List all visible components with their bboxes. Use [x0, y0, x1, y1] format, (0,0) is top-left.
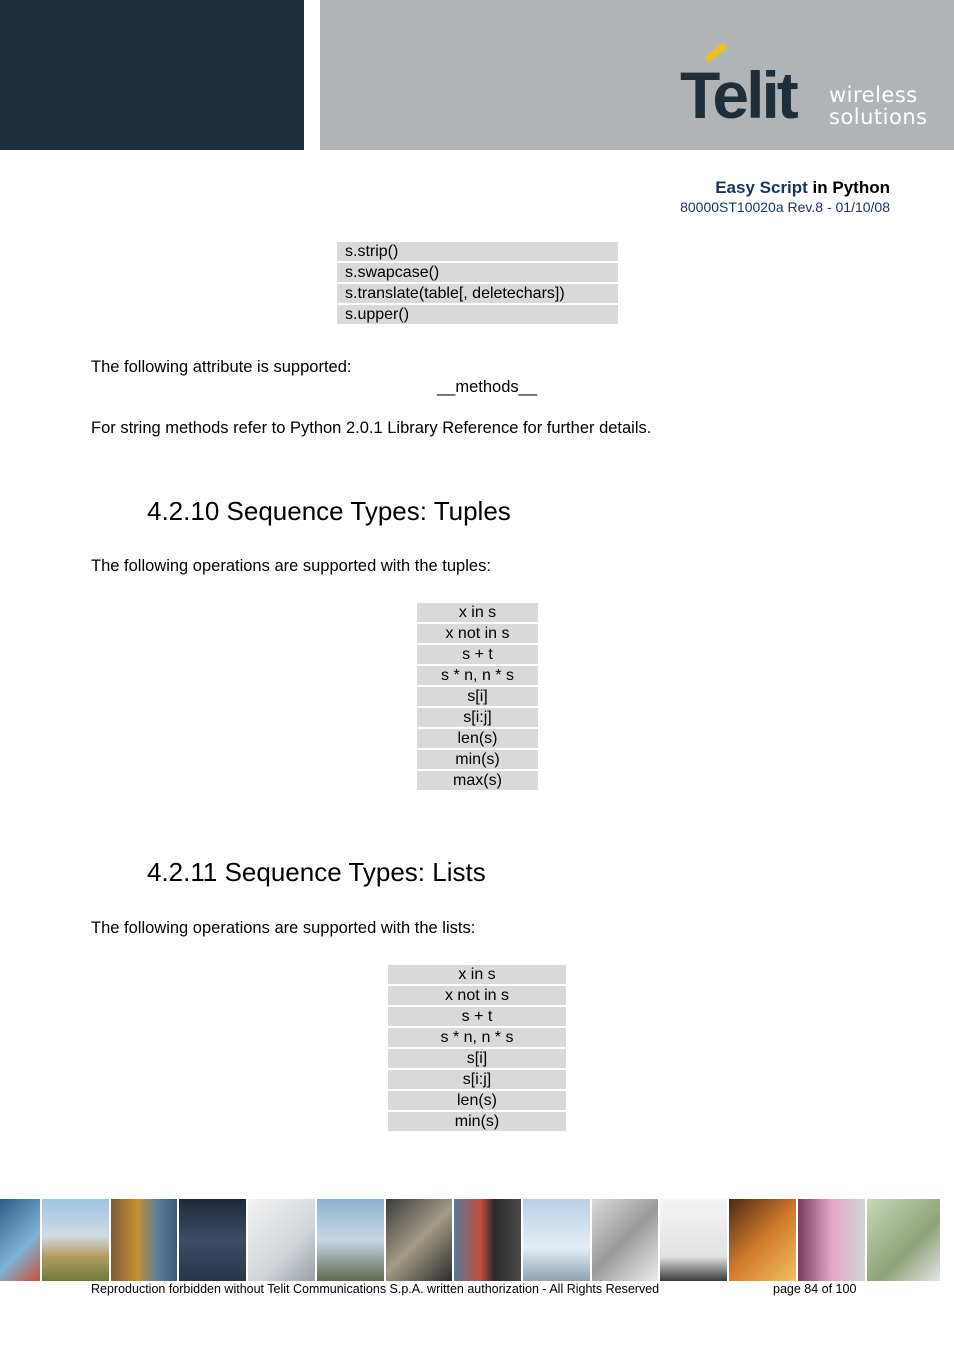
document-title — [715, 178, 890, 198]
footer-page-number: page 84 of 100 — [773, 1282, 857, 1296]
attribute-name: __methods__ — [437, 378, 537, 396]
footer-photo — [660, 1199, 727, 1281]
table-row: min(s) — [388, 1112, 566, 1133]
footer-photo — [592, 1199, 658, 1281]
section-intro-lists: The following operations are supported with the lists: — [91, 919, 476, 937]
footer-photo — [248, 1199, 315, 1281]
telit-logo — [676, 46, 934, 136]
table-row: s + t — [388, 1007, 566, 1028]
attribute-intro: The following attribute is supported: — [91, 358, 352, 376]
table-row: len(s) — [388, 1091, 566, 1112]
table-row: s.translate(table[, deletechars]) — [337, 284, 618, 305]
footer-copyright: Reproduction forbidden without Telit Communications S.p.A. written authorization - All Rights Reserved — [91, 1282, 660, 1296]
table-row: max(s) — [417, 771, 538, 792]
table-row: s.swapcase() — [337, 263, 618, 284]
table-row: x in s — [388, 965, 566, 986]
table-row: s[i] — [388, 1049, 566, 1070]
table-row: s[i] — [417, 687, 538, 708]
logo-tagline-line2: solutions — [829, 105, 928, 129]
table-row: x not in s — [417, 624, 538, 645]
footer-photo — [0, 1199, 40, 1281]
table-row: len(s) — [417, 729, 538, 750]
footer-photo — [42, 1199, 109, 1281]
footer-photo — [867, 1199, 940, 1281]
lists-operations-table — [388, 965, 566, 1133]
document-reference: 80000ST10020a Rev.8 - 01/10/08 — [680, 199, 890, 215]
footer-photo — [386, 1199, 452, 1281]
table-row: x in s — [417, 603, 538, 624]
document-title-product: Easy Script — [715, 178, 808, 197]
logo-wordmark: Telit — [680, 58, 796, 132]
table-row: s[i:j] — [388, 1070, 566, 1091]
header-dark-panel — [0, 0, 304, 150]
table-row: x not in s — [388, 986, 566, 1007]
string-methods-note: For string methods refer to Python 2.0.1 Library Reference for further details. — [91, 419, 652, 437]
footer-photo — [798, 1199, 865, 1281]
footer-photo-strip — [0, 1199, 954, 1281]
string-methods-table — [337, 242, 618, 326]
section-heading-tuples: 4.2.10 Sequence Types: Tuples — [147, 496, 511, 526]
table-row: s[i:j] — [417, 708, 538, 729]
footer-photo — [454, 1199, 521, 1281]
tuples-operations-table — [417, 603, 538, 792]
footer-photo — [179, 1199, 246, 1281]
footer-photo — [729, 1199, 796, 1281]
table-row: s.strip() — [337, 242, 618, 263]
footer-photo — [523, 1199, 590, 1281]
table-row: s.upper() — [337, 305, 618, 326]
logo-tagline — [829, 84, 928, 128]
table-row: s * n, n * s — [417, 666, 538, 687]
table-row: s * n, n * s — [388, 1028, 566, 1049]
footer-photo — [317, 1199, 384, 1281]
logo-tagline-line1: wireless — [829, 83, 918, 107]
footer-photo — [111, 1199, 177, 1281]
table-row: min(s) — [417, 750, 538, 771]
section-intro-tuples: The following operations are supported with the tuples: — [91, 557, 491, 575]
table-row: s + t — [417, 645, 538, 666]
document-title-suffix: in Python — [807, 178, 890, 197]
section-heading-lists: 4.2.11 Sequence Types: Lists — [147, 857, 486, 887]
